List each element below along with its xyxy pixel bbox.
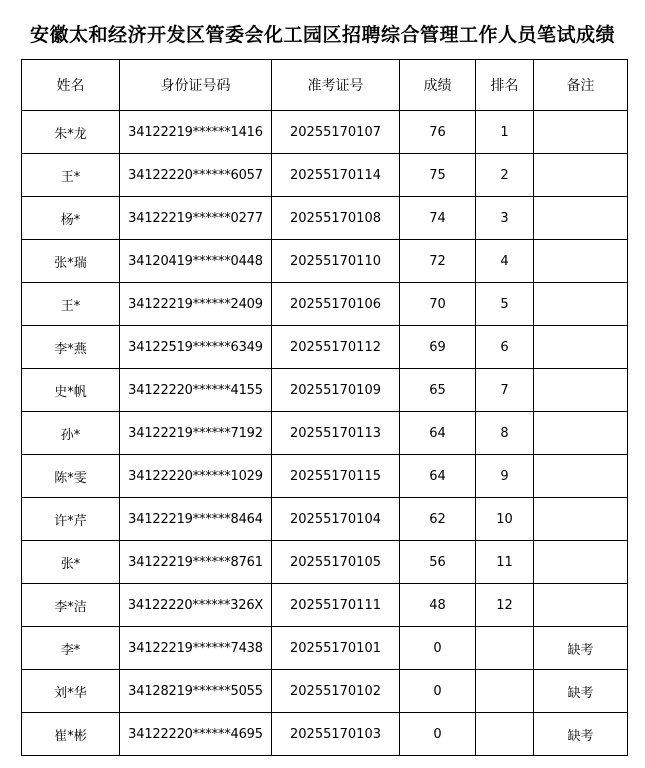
header-ticket-number: 准考证号 — [272, 60, 400, 111]
cell-ticket-number: 20255170102 — [272, 670, 400, 713]
cell-score: 0 — [400, 627, 476, 670]
cell-id-number: 34122219******2409 — [120, 283, 272, 326]
cell-ticket-number: 20255170114 — [272, 154, 400, 197]
cell-score: 48 — [400, 584, 476, 627]
table-row — [22, 627, 628, 670]
cell-score: 0 — [400, 670, 476, 713]
cell-rank: 12 — [476, 584, 534, 627]
cell-name: 许*芹 — [22, 498, 120, 541]
cell-score: 72 — [400, 240, 476, 283]
table-row — [22, 584, 628, 627]
cell-remark — [534, 240, 628, 283]
cell-rank — [476, 713, 534, 756]
cell-ticket-number: 20255170106 — [272, 283, 400, 326]
cell-name: 李*洁 — [22, 584, 120, 627]
table-header-row — [22, 60, 628, 111]
cell-name: 朱*龙 — [22, 111, 120, 154]
cell-ticket-number: 20255170108 — [272, 197, 400, 240]
cell-rank: 4 — [476, 240, 534, 283]
cell-ticket-number: 20255170110 — [272, 240, 400, 283]
cell-rank: 3 — [476, 197, 534, 240]
cell-score: 65 — [400, 369, 476, 412]
cell-remark — [534, 326, 628, 369]
cell-name: 孙* — [22, 412, 120, 455]
cell-ticket-number: 20255170103 — [272, 713, 400, 756]
cell-score: 56 — [400, 541, 476, 584]
table-row — [22, 326, 628, 369]
table-row — [22, 498, 628, 541]
cell-id-number: 34122220******4155 — [120, 369, 272, 412]
cell-ticket-number: 20255170112 — [272, 326, 400, 369]
cell-remark — [534, 197, 628, 240]
cell-remark — [534, 369, 628, 412]
cell-rank: 6 — [476, 326, 534, 369]
cell-name: 李* — [22, 627, 120, 670]
table-row — [22, 412, 628, 455]
cell-name: 崔*彬 — [22, 713, 120, 756]
table-row — [22, 369, 628, 412]
header-name: 姓名 — [22, 60, 120, 111]
cell-rank: 2 — [476, 154, 534, 197]
cell-remark — [534, 541, 628, 584]
cell-id-number: 34122219******8464 — [120, 498, 272, 541]
cell-rank: 7 — [476, 369, 534, 412]
cell-rank: 11 — [476, 541, 534, 584]
cell-ticket-number: 20255170111 — [272, 584, 400, 627]
header-remark: 备注 — [534, 60, 628, 111]
cell-id-number: 34122220******326X — [120, 584, 272, 627]
cell-ticket-number: 20255170113 — [272, 412, 400, 455]
cell-remark — [534, 584, 628, 627]
cell-ticket-number: 20255170107 — [272, 111, 400, 154]
cell-score: 76 — [400, 111, 476, 154]
cell-name: 张* — [22, 541, 120, 584]
cell-remark: 缺考 — [534, 627, 628, 670]
header-id-number: 身份证号码 — [120, 60, 272, 111]
cell-ticket-number: 20255170105 — [272, 541, 400, 584]
cell-name: 王* — [22, 154, 120, 197]
cell-remark: 缺考 — [534, 713, 628, 756]
table-row — [22, 111, 628, 154]
cell-remark — [534, 455, 628, 498]
table-row — [22, 713, 628, 756]
cell-remark — [534, 412, 628, 455]
cell-remark — [534, 111, 628, 154]
cell-name: 李*燕 — [22, 326, 120, 369]
cell-ticket-number: 20255170115 — [272, 455, 400, 498]
cell-name: 王* — [22, 283, 120, 326]
table-row — [22, 240, 628, 283]
cell-id-number: 34122219******7438 — [120, 627, 272, 670]
exam-score-table — [21, 59, 628, 756]
cell-ticket-number: 20255170101 — [272, 627, 400, 670]
cell-name: 史*帆 — [22, 369, 120, 412]
cell-score: 62 — [400, 498, 476, 541]
cell-remark: 缺考 — [534, 670, 628, 713]
cell-score: 64 — [400, 412, 476, 455]
cell-rank — [476, 627, 534, 670]
cell-ticket-number: 20255170109 — [272, 369, 400, 412]
table-row — [22, 541, 628, 584]
cell-score: 69 — [400, 326, 476, 369]
cell-rank: 10 — [476, 498, 534, 541]
document-title: 安徽太和经济开发区管委会化工园区招聘综合管理工作人员笔试成绩 — [29, 24, 615, 46]
cell-rank: 1 — [476, 111, 534, 154]
cell-id-number: 34122220******1029 — [120, 455, 272, 498]
cell-remark — [534, 154, 628, 197]
cell-rank: 8 — [476, 412, 534, 455]
cell-score: 0 — [400, 713, 476, 756]
cell-score: 64 — [400, 455, 476, 498]
cell-score: 74 — [400, 197, 476, 240]
table-row — [22, 197, 628, 240]
table-body — [22, 111, 628, 756]
table-row — [22, 283, 628, 326]
cell-name: 张*瑞 — [22, 240, 120, 283]
cell-name: 陈*雯 — [22, 455, 120, 498]
cell-rank: 9 — [476, 455, 534, 498]
cell-score: 75 — [400, 154, 476, 197]
header-rank: 排名 — [476, 60, 534, 111]
cell-id-number: 34122219******1416 — [120, 111, 272, 154]
table-row — [22, 154, 628, 197]
table-row — [22, 670, 628, 713]
cell-remark — [534, 498, 628, 541]
cell-id-number: 34122220******4695 — [120, 713, 272, 756]
header-score: 成绩 — [400, 60, 476, 111]
cell-rank — [476, 670, 534, 713]
cell-score: 70 — [400, 283, 476, 326]
cell-ticket-number: 20255170104 — [272, 498, 400, 541]
table-row — [22, 455, 628, 498]
cell-name: 杨* — [22, 197, 120, 240]
cell-id-number: 34122219******8761 — [120, 541, 272, 584]
cell-id-number: 34128219******5055 — [120, 670, 272, 713]
cell-name: 刘*华 — [22, 670, 120, 713]
cell-remark — [534, 283, 628, 326]
cell-id-number: 34120419******0448 — [120, 240, 272, 283]
cell-id-number: 34122219******0277 — [120, 197, 272, 240]
cell-id-number: 34122220******6057 — [120, 154, 272, 197]
cell-id-number: 34122519******6349 — [120, 326, 272, 369]
cell-id-number: 34122219******7192 — [120, 412, 272, 455]
cell-rank: 5 — [476, 283, 534, 326]
